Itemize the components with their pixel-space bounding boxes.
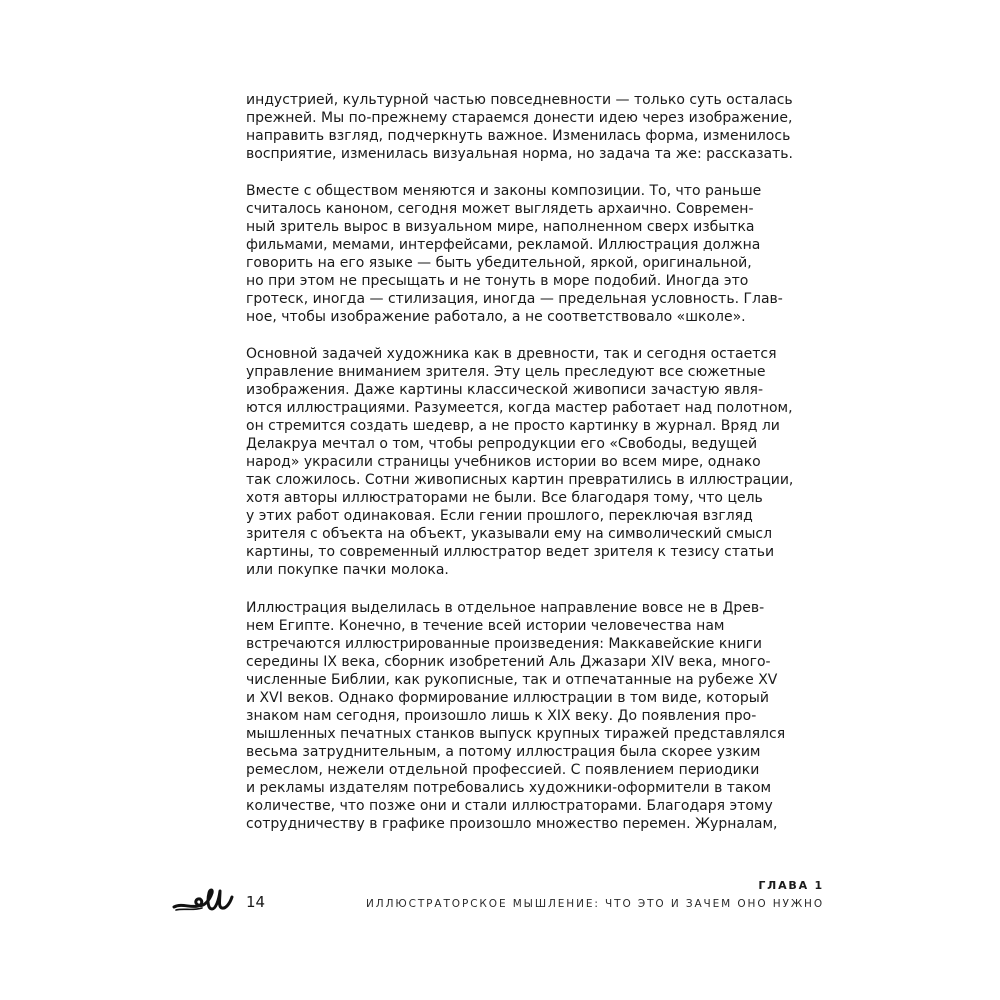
text-line: народ» украсили страницы учебников истории во всем мире, однако: [246, 454, 761, 470]
text-line: восприятие, изменилась визуальная норма, но задача та же: рассказать.: [246, 146, 793, 162]
text-line: встречаются иллюстрированные произведения: Маккавейские книги: [246, 636, 763, 652]
text-line: Делакруа мечтал о том, чтобы репродукции его «Свободы, ведущей: [246, 436, 758, 452]
text-line: у этих работ одинаковая. Если гении прошлого, переключая взгляд: [246, 508, 753, 524]
text-line: Вместе с обществом меняются и законы композиции. То, что раньше: [246, 183, 762, 199]
text-line: зрителя с объекта на объект, указывали ему на символический смысл: [246, 526, 773, 542]
text-line: сотрудничеству в графике произошло множество перемен. Журналам,: [246, 816, 778, 832]
signature-logo: [172, 877, 242, 917]
text-line: направить взгляд, подчеркнуть важное. Изменилась форма, изменилось: [246, 128, 791, 144]
text-line: Основной задачей художника как в древности, так и сегодня остается: [246, 346, 777, 362]
text-line: он стремится создать шедевр, а не просто картинку в журнал. Вряд ли: [246, 418, 780, 434]
text-line: фильмами, мемами, интерфейсами, рекламой. Иллюстрация должна: [246, 237, 761, 253]
text-line: знаком нам сегодня, произошло лишь к XIX веку. До появления про-: [246, 708, 757, 724]
text-line: говорить на его языке — быть убедительной, яркой, оригинальной,: [246, 255, 752, 271]
text-line: весьма затруднительным, а потому иллюстрация была скорее узким: [246, 744, 761, 760]
text-line: и рекламы издателям потребовались художники-оформители в таком: [246, 780, 772, 796]
text-line: или покупке пачки молока.: [246, 562, 449, 578]
chapter-label: ГЛАВА 1: [758, 879, 824, 892]
text-line: численные Библии, как рукописные, так и отпечатанные на рубеже XV: [246, 672, 778, 688]
text-line: картины, то современный иллюстратор ведет зрителя к тезису статьи: [246, 544, 775, 560]
text-line: хотя авторы иллюстраторами не были. Все благодаря тому, что цель: [246, 490, 763, 506]
text-line: середины IX века, сборник изобретений Аль Джазари XIV века, много-: [246, 654, 771, 670]
text-line: считалось каноном, сегодня может выглядеть архаично. Современ-: [246, 201, 754, 217]
chapter-title: ИЛЛЮСТРАТОРСКОЕ МЫШЛЕНИЕ: ЧТО ЭТО И ЗАЧЕМ ОНО НУЖНО: [366, 898, 824, 910]
text-line: но при этом не пресыщать и не тонуть в море подобий. Иногда это: [246, 273, 749, 289]
text-line: так сложилось. Сотни живописных картин превратились в иллюстрации,: [246, 472, 794, 488]
text-line: нем Египте. Конечно, в течение всей истории человечества нам: [246, 618, 725, 634]
text-line: управление вниманием зрителя. Эту цель преследуют все сюжетные: [246, 364, 766, 380]
text-line: Иллюстрация выделилась в отдельное направление вовсе не в Древ-: [246, 600, 765, 616]
text-line: индустрией, культурной частью повседневности — только суть осталась: [246, 92, 793, 108]
text-line: ный зритель вырос в визуальном мире, наполненном сверх избытка: [246, 219, 755, 235]
text-line: гротеск, иногда — стилизация, иногда — предельная условность. Глав-: [246, 291, 783, 307]
text-line: количестве, что позже они и стали иллюстраторами. Благодаря этому: [246, 798, 773, 814]
text-line: ремеслом, нежели отдельной профессией. С появлением периодики: [246, 762, 760, 778]
text-line: мышленных печатных станков выпуск крупных тиражей представлялся: [246, 726, 786, 742]
text-line: изображения. Даже картины классической живописи зачастую явля-: [246, 382, 764, 398]
text-line: прежней. Мы по-прежнему стараемся донести идею через изображение,: [246, 110, 793, 126]
text-line: и XVI веков. Однако формирование иллюстрации в том виде, который: [246, 690, 769, 706]
page-number: 14: [246, 893, 266, 911]
text-line: ются иллюстрациями. Разумеется, когда мастер работает над полотном,: [246, 400, 793, 416]
text-line: ное, чтобы изображение работало, а не соответствовало «школе».: [246, 309, 746, 325]
